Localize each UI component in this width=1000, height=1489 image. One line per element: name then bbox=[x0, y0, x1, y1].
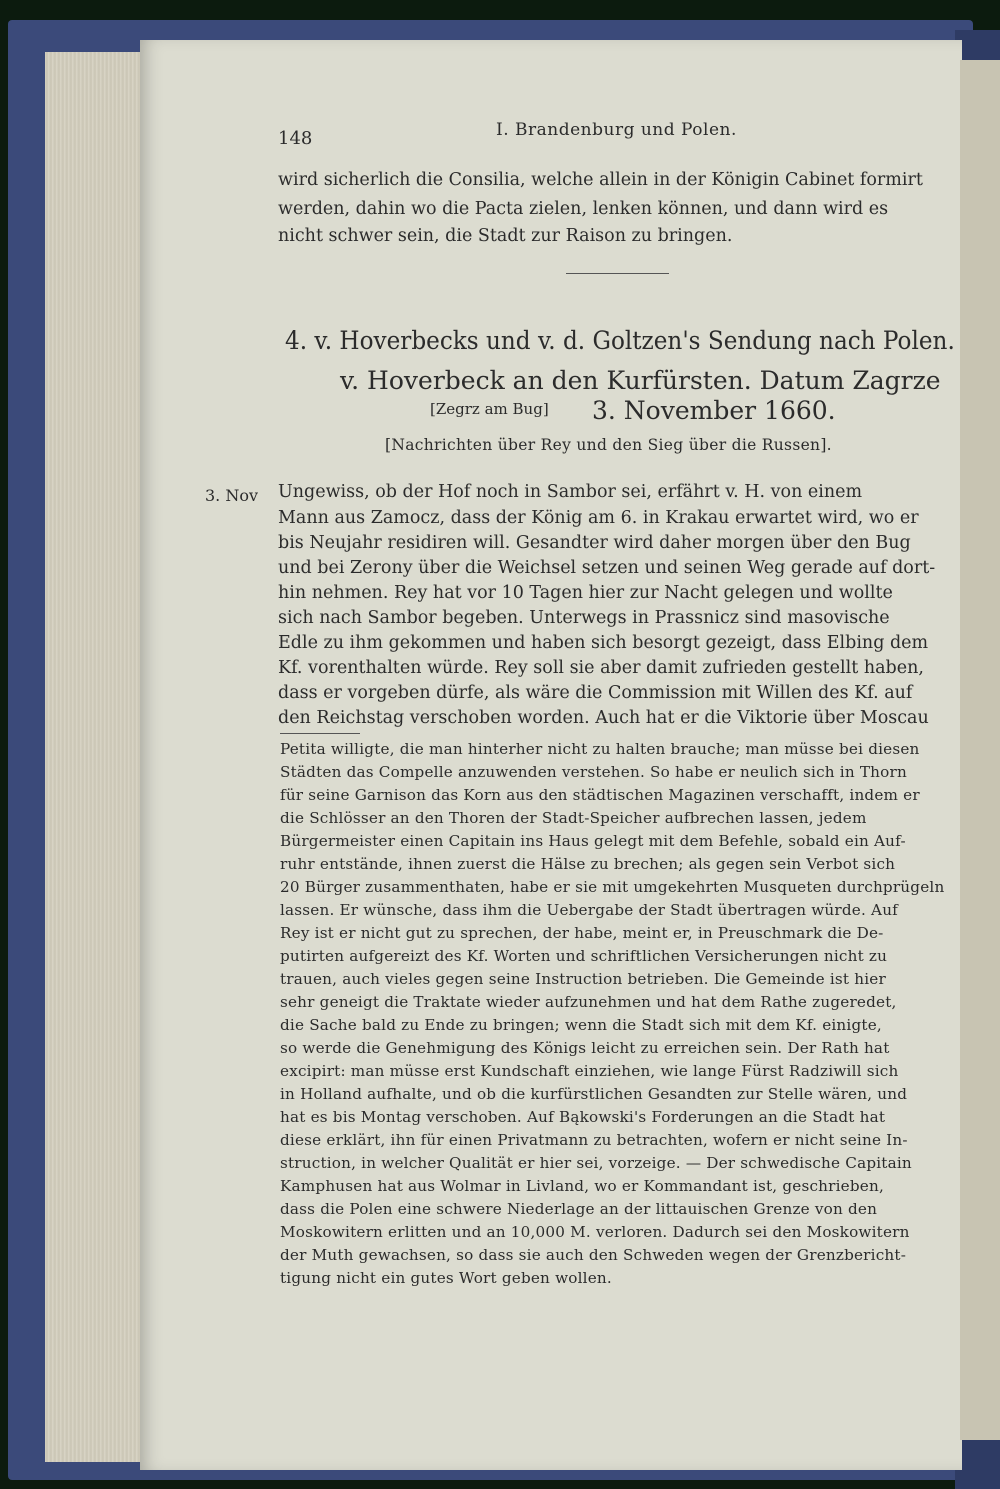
footnote-line: Moskowitern erlitten und an 10,000 M. verloren. Dadurch sei den Moskowitern bbox=[280, 1223, 910, 1241]
footnote-line: diese erklärt, ihn für einen Privatmann zu betrachten, wofern er nicht seine In- bbox=[280, 1131, 908, 1149]
footnote-line: hat es bis Montag verschoben. Auf Bąkowski's Forderungen an die Stadt hat bbox=[280, 1108, 886, 1126]
main-text-line: Edle zu ihm gekommen und haben sich besorgt gezeigt, dass Elbing dem bbox=[278, 633, 929, 653]
page-number: 148 bbox=[278, 128, 313, 149]
main-text-line: Ungewiss, ob der Hof noch in Sambor sei, erfährt v. H. von einem bbox=[278, 482, 863, 502]
footnote-line: für seine Garnison das Korn aus den städtischen Magazinen verschafft, indem er bbox=[280, 786, 920, 804]
main-text-line: den Reichstag verschoben worden. Auch hat er die Viktorie über Moscau bbox=[278, 708, 929, 728]
footnote-line: so werde die Genehmigung des Königs leicht zu erreichen sein. Der Rath hat bbox=[280, 1039, 890, 1057]
running-title: I. Brandenburg und Polen. bbox=[496, 120, 737, 140]
footnote-line: Petita willigte, die man hinterher nicht zu halten brauche; man müsse bei diesen bbox=[280, 740, 920, 758]
footnote-line: struction, in welcher Qualität er hier sei, vorzeige. — Der schwedische Capitain bbox=[280, 1154, 912, 1172]
footnote-line: Kamphusen hat aus Wolmar in Livland, wo er Kommandant ist, geschrieben, bbox=[280, 1177, 884, 1195]
page-edges bbox=[45, 52, 150, 1462]
main-text-line: hin nehmen. Rey hat vor 10 Tagen hier zur Nacht gelegen und wollte bbox=[278, 583, 893, 603]
footnote-line: die Schlösser an den Thoren der Stadt-Speicher aufbrechen lassen, jedem bbox=[280, 809, 867, 827]
footnote-line: Städten das Compelle anzuwenden verstehen. So habe er neulich sich in Thorn bbox=[280, 763, 907, 781]
section-subheading: v. Hoverbeck an den Kurfürsten. Datum Zagrze bbox=[340, 366, 941, 395]
main-text-line: und bei Zerony über die Weichsel setzen und seinen Weg gerade auf dort- bbox=[278, 558, 936, 578]
footnote-line: lassen. Er wünsche, dass ihm die Uebergabe der Stadt übertragen würde. Auf bbox=[280, 901, 898, 919]
footnote-line: ruhr entstände, ihnen zuerst die Hälse zu brechen; als gegen sein Verbot sich bbox=[280, 855, 896, 873]
main-text-line: Mann aus Zamocz, dass der König am 6. in Krakau erwartet wird, wo er bbox=[278, 508, 919, 528]
footnote-line: putirten aufgereizt des Kf. Worten und schriftlichen Versicherungen nicht zu bbox=[280, 947, 888, 965]
margin-date: 3. Nov bbox=[205, 486, 259, 505]
main-text-line: sich nach Sambor begeben. Unterwegs in Prassnicz sind masovische bbox=[278, 608, 890, 628]
footnote-line: excipirt: man müsse erst Kundschaft einziehen, wie lange Fürst Radziwill sich bbox=[280, 1062, 899, 1080]
intro-line: werden, dahin wo die Pacta zielen, lenken können, und dann wird es bbox=[278, 199, 889, 219]
footnote-line: Rey ist er nicht gut zu sprechen, der habe, meint er, in Preuschmark die De- bbox=[280, 924, 884, 942]
footnote-line: tigung nicht ein gutes Wort geben wollen. bbox=[280, 1269, 612, 1287]
main-text-line: dass er vorgeben dürfe, als wäre die Commission mit Willen des Kf. auf bbox=[278, 683, 913, 703]
main-text-line: bis Neujahr residiren will. Gesandter wird daher morgen über den Bug bbox=[278, 533, 911, 553]
section-heading: 4. v. Hoverbecks und v. d. Goltzen's Sendung nach Polen. bbox=[285, 326, 955, 355]
footnote-line: sehr geneigt die Traktate wieder aufzunehmen und hat dem Rathe zugeredet, bbox=[280, 993, 897, 1011]
section-divider bbox=[566, 273, 669, 274]
footnote-line: der Muth gewachsen, so dass sie auch den Schweden wegen der Grenzbericht- bbox=[280, 1246, 907, 1264]
intro-line: nicht schwer sein, die Stadt zur Raison zu bringen. bbox=[278, 226, 733, 246]
section-summary: [Nachrichten über Rey und den Sieg über die Russen]. bbox=[385, 436, 832, 454]
place-note: [Zegrz am Bug] bbox=[430, 400, 549, 418]
footnote-line: 20 Bürger zusammenthaten, habe er sie mit umgekehrten Musqueten durchprügeln bbox=[280, 878, 945, 896]
footnote-divider bbox=[280, 733, 360, 734]
section-date: 3. November 1660. bbox=[592, 396, 836, 425]
footnote-line: Bürgermeister einen Capitain ins Haus gelegt mit dem Befehle, sobald ein Auf- bbox=[280, 832, 906, 850]
main-text-line: Kf. vorenthalten würde. Rey soll sie aber damit zufrieden gestellt haben, bbox=[278, 658, 924, 678]
footnote-line: die Sache bald zu Ende zu bringen; wenn die Stadt sich mit dem Kf. einigte, bbox=[280, 1016, 882, 1034]
footnote-line: trauen, auch vieles gegen seine Instruction betrieben. Die Gemeinde ist hier bbox=[280, 970, 886, 988]
footnote-line: in Holland aufhalte, und ob die kurfürstlichen Gesandten zur Stelle wären, und bbox=[280, 1085, 908, 1103]
footnote-line: dass die Polen eine schwere Niederlage an der littauischen Grenze von den bbox=[280, 1200, 878, 1218]
next-page-edge bbox=[960, 60, 1000, 1440]
intro-line: wird sicherlich die Consilia, welche allein in der Königin Cabinet formirt bbox=[278, 170, 923, 190]
